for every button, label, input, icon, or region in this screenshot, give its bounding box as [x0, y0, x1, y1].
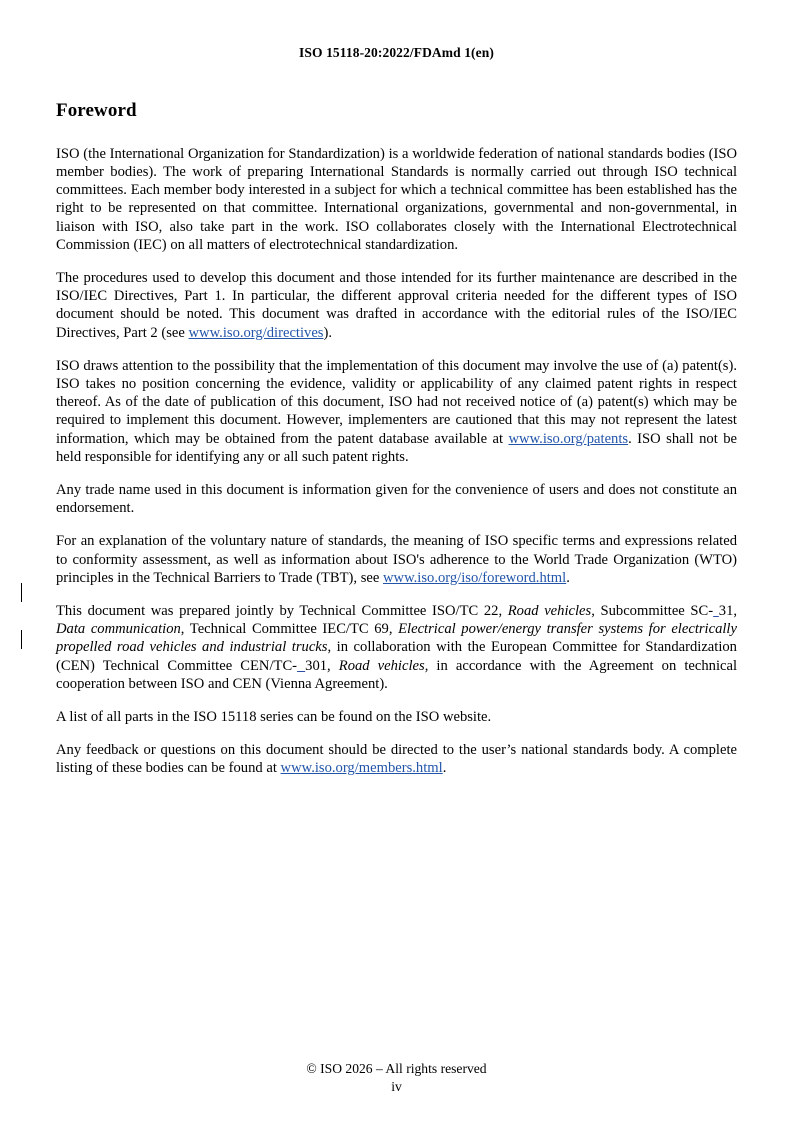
- change-bar-line-4: [21, 630, 22, 649]
- link-iso-foreword[interactable]: www.iso.org/iso/foreword.html: [382, 569, 567, 586]
- page-title: Foreword: [56, 100, 137, 121]
- paragraph-6-committees: [56, 602, 737, 693]
- page-number: iv: [391, 1079, 402, 1094]
- paragraph-6-segment-7: , in accordance with the Agreement on technical cooperation between ISO and CEN (Vienna Agreement).: [56, 657, 738, 692]
- change-bar-line-1: [21, 583, 22, 602]
- paragraph-2: [56, 269, 737, 342]
- paragraph-6-segment-4: , Technical Committee IEC/TC 69,: [180, 621, 399, 638]
- paragraph-6-italic-electrical-power: Electrical power/energy transfer systems for electrically propelled road vehicles and industrial trucks: [56, 621, 737, 656]
- paragraph-6-italic-road-vehicles-2: Road vehicles: [338, 657, 425, 674]
- copyright-notice: © ISO 2026 – All rights reserved: [306, 1061, 487, 1076]
- paragraph-2-text-before-link: The procedures used to develop this document and those intended for its further maintenance are described in the ISO/IEC Directives, Part 1. In particular, the different approval criteria needed for the different types of ISO document should be noted. This document was drafted in accordance with the editorial rules of the ISO/IEC Directives, Part 2 (see: [56, 270, 737, 341]
- paragraph-6-segment-6: 301,: [305, 657, 339, 674]
- paragraph-4: [56, 481, 737, 517]
- paragraph-2-text-after-link: ).: [323, 324, 333, 341]
- link-iso-patents[interactable]: www.iso.org/patents: [508, 430, 629, 447]
- paragraph-1: [56, 145, 737, 254]
- paragraph-5-text-before-link: For an explanation of the voluntary nature of standards, the meaning of ISO specific terms and expressions related to conformity assessment, as well as information about ISO's adherence to the World Trade Organization (WTO) principles in the Technical Barriers to Trade (TBT), see: [56, 533, 737, 586]
- paragraph-6-segment-1: This document was prepared jointly by Technical Committee ISO/TC 22,: [56, 603, 508, 620]
- paragraph-6-italic-data-communication: Data communication: [56, 621, 181, 638]
- paragraph-6-italic-road-vehicles-1: Road vehicles: [507, 603, 592, 620]
- paragraph-8-text-after-link: .: [442, 760, 447, 777]
- paragraph-4-text: Any trade name used in this document is information given for the convenience of users and does not constitute an endorsement.: [56, 482, 737, 517]
- paragraph-3-text-after-link: . ISO shall not be held responsible for identifying any or all such patent rights.: [56, 430, 737, 465]
- paragraph-6-segment-2: , Subcommittee SC-: [591, 603, 714, 620]
- tracked-insertion-mark-cen-tc: [297, 658, 305, 674]
- paragraph-6-segment-3: 31,: [718, 603, 738, 620]
- page-footer: [0, 1060, 793, 1096]
- paragraph-3: [56, 357, 737, 466]
- link-iso-directives[interactable]: www.iso.org/directives: [188, 324, 324, 341]
- document-body: [56, 100, 737, 778]
- paragraph-5: [56, 532, 737, 587]
- paragraph-8: [56, 741, 737, 777]
- paragraph-1-text: ISO (the International Organization for Standardization) is a worldwide federation of national standards bodies (ISO member bodies). The work of preparing International Standards is normally carried out through ISO technical committees. Each member body interested in a subject for which a technical committee has been established has the right to be represented on that committee. International organizations, governmental and non-governmental, in liaison with ISO, also take part in the work. ISO collaborates closely with the International Electrotechnical Commission (IEC) on all matters of electrotechnical standardization.: [56, 145, 737, 253]
- paragraph-8-text-before-link: Any feedback or questions on this document should be directed to the user’s national standards body. A complete listing of these bodies can be found at: [56, 742, 737, 777]
- paragraph-5-text-after-link: .: [566, 569, 570, 586]
- paragraph-3-text-before-link: ISO draws attention to the possibility that the implementation of this document may involve the use of (a) patent(s). ISO takes no position concerning the evidence, validity or applicability of any claimed patent rights in respect thereof. As of the date of publication of this document, ISO had not received notice of (a) patent(s) which may be required to implement this document. However, implementers are cautioned that this may not represent the latest information, which may be obtained from the patent database available at: [56, 357, 737, 447]
- paragraph-6-segment-5: , in collaboration with the European Committee for Standardization (CEN) Technical Committee CEN/TC-: [56, 639, 737, 674]
- paragraph-7: [56, 708, 737, 726]
- running-header: ISO 15118-20:2022/FDAmd 1(en): [299, 45, 494, 60]
- link-iso-members[interactable]: www.iso.org/members.html: [280, 760, 443, 777]
- paragraph-7-text: A list of all parts in the ISO 15118 series can be found on the ISO website.: [56, 709, 492, 726]
